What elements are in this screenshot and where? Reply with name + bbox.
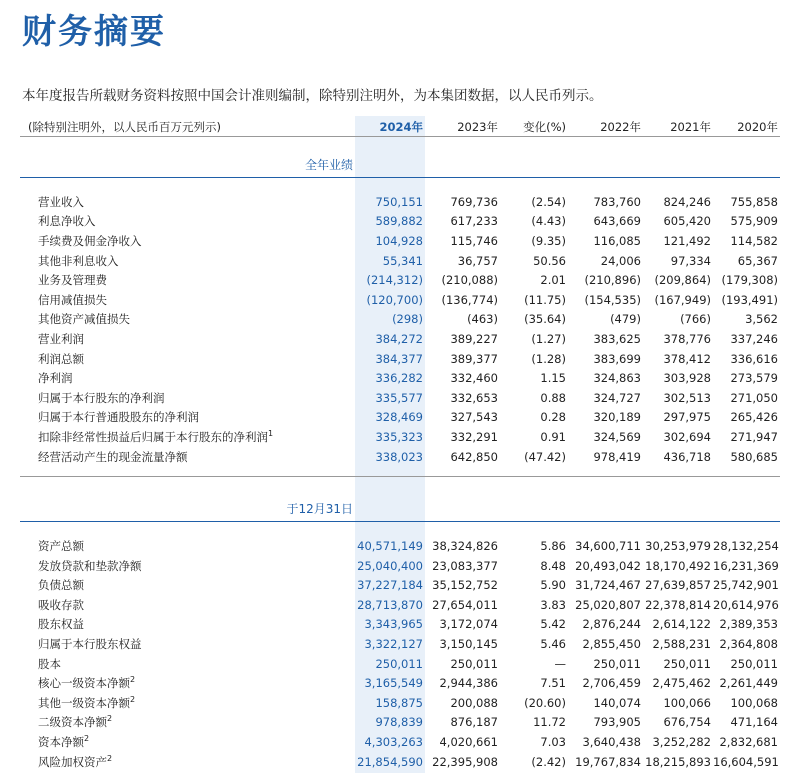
cell-value: 24,006: [600, 253, 641, 268]
cell-value: 383,699: [593, 351, 641, 366]
row-label: 业务及管理费: [38, 273, 107, 288]
intro-text: 本年度报告所载财务资料按照中国会计准则编制，除特别注明外，为本集团数据，以人民币列示。: [22, 88, 603, 104]
row-label: 吸收存款: [38, 597, 84, 612]
cell-value: 297,975: [663, 410, 711, 425]
section-title: 于12月31日: [20, 495, 355, 522]
cell-value: 250,011: [450, 656, 498, 671]
row-label: 营业利润: [38, 331, 84, 346]
cell-value: 7.51: [540, 676, 566, 691]
cell-value: 389,377: [450, 351, 498, 366]
row-label: 归属于本行普通股股东的净利润: [38, 410, 199, 425]
cell-value: (479): [610, 312, 641, 327]
cell-value: 20,614,976: [713, 597, 779, 612]
cell-value: 642,850: [450, 449, 498, 464]
cell-value: 40,571,149: [357, 539, 423, 554]
cell-value: 5.46: [540, 637, 566, 652]
col-2024: 2024年: [355, 118, 425, 137]
cell-value: 750,151: [375, 194, 423, 209]
cell-value: 384,272: [375, 331, 423, 346]
cell-value: 116,085: [593, 233, 641, 248]
cell-value: 3,150,145: [439, 637, 498, 652]
row-label: 扣除非经常性损益后归属于本行股东的净利润$^1$: [38, 429, 274, 444]
cell-value: 2.01: [540, 273, 566, 288]
cell-value: 324,569: [593, 429, 641, 444]
table-row: [20, 251, 780, 271]
cell-value: 384,377: [375, 351, 423, 366]
cell-value: 2,475,462: [652, 676, 711, 691]
table-row: [20, 576, 780, 596]
spacer-row: [20, 137, 780, 152]
cell-value: (136,774): [441, 292, 498, 307]
cell-value: 0.88: [540, 390, 566, 405]
cell-value: 34,600,711: [575, 539, 641, 554]
cell-value: 978,839: [375, 715, 423, 730]
row-label: 净利润: [38, 371, 73, 386]
cell-value: 332,291: [450, 429, 498, 444]
cell-value: (193,491): [721, 292, 778, 307]
cell-value: 302,513: [663, 390, 711, 405]
cell-value: 104,928: [375, 233, 423, 248]
cell-value: 250,011: [663, 656, 711, 671]
cell-value: (1.27): [531, 331, 566, 346]
cell-value: 3.83: [540, 597, 566, 612]
financial-summary-table: [20, 118, 780, 771]
cell-value: (210,896): [584, 273, 641, 288]
cell-value: 471,164: [730, 715, 778, 730]
row-label: 营业收入: [38, 194, 84, 209]
cell-value: 332,653: [450, 390, 498, 405]
cell-value: 22,395,908: [432, 754, 498, 769]
cell-value: 36,757: [457, 253, 498, 268]
cell-value: 324,863: [593, 371, 641, 386]
cell-value: 575,909: [730, 214, 778, 229]
cell-value: 19,767,834: [575, 754, 641, 769]
row-label: 发放贷款和垫款净额: [38, 558, 142, 573]
cell-value: (179,308): [721, 273, 778, 288]
table-row: [20, 310, 780, 330]
cell-value: 335,577: [375, 390, 423, 405]
cell-value: 3,165,549: [364, 676, 423, 691]
cell-value: 65,367: [737, 253, 778, 268]
cell-value: 338,023: [375, 449, 423, 464]
row-label: 其他资产减值损失: [38, 312, 130, 327]
table-row: [20, 192, 780, 212]
table-row: [20, 634, 780, 654]
cell-value: 250,011: [375, 656, 423, 671]
cell-value: 336,282: [375, 371, 423, 386]
table-row: [20, 349, 780, 369]
cell-value: 121,492: [663, 233, 711, 248]
cell-value: 332,460: [450, 371, 498, 386]
cell-value: 2,832,681: [719, 735, 778, 750]
cell-value: 38,324,826: [432, 539, 498, 554]
cell-value: 769,736: [450, 194, 498, 209]
cell-value: 30,253,979: [645, 539, 711, 554]
cell-value: 2,364,808: [719, 637, 778, 652]
cell-value: 3,252,282: [652, 735, 711, 750]
spacer-row: [20, 477, 780, 496]
cell-value: 27,654,011: [432, 597, 498, 612]
cell-value: (4.43): [531, 214, 566, 229]
cell-value: (120,700): [366, 292, 423, 307]
row-label: 核心一级资本净额$^2$: [38, 675, 136, 691]
cell-value: 324,727: [593, 390, 641, 405]
cell-value: 676,754: [663, 715, 711, 730]
cell-value: 383,625: [593, 331, 641, 346]
row-label: 资产总额: [38, 539, 84, 554]
row-label: 负债总额: [38, 578, 84, 593]
cell-value: 605,420: [663, 214, 711, 229]
cell-value: 158,875: [375, 695, 423, 710]
row-label: 股本: [38, 656, 61, 671]
cell-value: 327,543: [450, 410, 498, 425]
cell-value: 25,040,400: [357, 558, 423, 573]
cell-value: (9.35): [531, 233, 566, 248]
cell-value: (2.42): [531, 754, 566, 769]
row-label: 其他一级资本净额$^2$: [38, 695, 136, 710]
cell-value: 643,669: [593, 214, 641, 229]
cell-value: 2,855,450: [582, 637, 641, 652]
cell-value: 755,858: [730, 194, 778, 209]
cell-value: 265,426: [730, 410, 778, 425]
cell-value: 2,876,244: [582, 617, 641, 632]
footnote-mark: 2: [107, 714, 113, 724]
col-2021: 2021年: [643, 118, 713, 137]
cell-value: 3,343,965: [364, 617, 423, 632]
cell-value: 5.42: [540, 617, 566, 632]
cell-value: 16,231,369: [713, 558, 779, 573]
cell-value: 3,640,438: [582, 735, 641, 750]
footnote-mark: 2: [130, 695, 136, 705]
col-change: 变化(%): [500, 118, 568, 137]
cell-value: 336,616: [730, 351, 778, 366]
cell-value: 4,303,263: [364, 735, 423, 750]
cell-value: 2,588,231: [652, 637, 711, 652]
cell-value: 378,412: [663, 351, 711, 366]
row-label: 经营活动产生的现金流量净额: [38, 449, 188, 464]
cell-value: 320,189: [593, 410, 641, 425]
cell-value: 11.72: [533, 715, 566, 730]
row-label: 信用减值损失: [38, 292, 107, 307]
cell-value: 271,050: [730, 390, 778, 405]
table-row: [20, 231, 780, 251]
row-label: 利息净收入: [38, 214, 96, 229]
footnote-mark: 2: [130, 675, 136, 685]
cell-value: 389,227: [450, 331, 498, 346]
cell-value: 793,905: [593, 715, 641, 730]
cell-value: 37,227,184: [357, 578, 423, 593]
row-label: 其他非利息收入: [38, 253, 119, 268]
cell-value: (766): [680, 312, 711, 327]
table-row: [20, 556, 780, 576]
footnote-mark: 2: [84, 734, 90, 744]
page-title: 财务摘要: [22, 12, 166, 52]
row-label: 资本净额$^2$: [38, 734, 90, 750]
cell-value: 100,068: [730, 695, 778, 710]
cell-value: 23,083,377: [432, 558, 498, 573]
row-label: 归属于本行股东的净利润: [38, 390, 165, 405]
cell-value: —: [554, 656, 566, 671]
cell-value: (154,535): [584, 292, 641, 307]
cell-value: 3,562: [745, 312, 778, 327]
cell-value: 140,074: [593, 695, 641, 710]
col-2023: 2023年: [425, 118, 500, 137]
section-divider: [20, 466, 780, 477]
cell-value: (35.64): [524, 312, 566, 327]
cell-value: (210,088): [441, 273, 498, 288]
cell-value: (167,949): [654, 292, 711, 307]
cell-value: 589,882: [375, 214, 423, 229]
cell-value: 100,066: [663, 695, 711, 710]
cell-value: (11.75): [524, 292, 566, 307]
cell-value: 115,746: [450, 233, 498, 248]
cell-value: (20.60): [524, 695, 566, 710]
cell-value: (214,312): [366, 273, 423, 288]
cell-value: 824,246: [663, 194, 711, 209]
row-label: 股东权益: [38, 617, 84, 632]
cell-value: 436,718: [663, 449, 711, 464]
table-row: [20, 752, 780, 772]
cell-value: 22,378,814: [645, 597, 711, 612]
section-annual-header: [20, 151, 780, 178]
table-row: [20, 270, 780, 290]
cell-value: (209,864): [654, 273, 711, 288]
table-row: [20, 408, 780, 428]
cell-value: 50.56: [533, 253, 566, 268]
cell-value: 18,170,492: [645, 558, 711, 573]
row-label: 二级资本净额$^2$: [38, 714, 113, 730]
table-row: [20, 447, 780, 467]
table-row: [20, 615, 780, 635]
table-row: [20, 388, 780, 408]
table-row: [20, 536, 780, 556]
cell-value: 978,419: [593, 449, 641, 464]
row-label: 风险加权资产$^2$: [38, 753, 113, 769]
cell-value: 273,579: [730, 371, 778, 386]
cell-value: 0.91: [540, 429, 566, 444]
table-row: [20, 427, 780, 447]
cell-value: 3,322,127: [364, 637, 423, 652]
cell-value: 4,020,661: [439, 735, 498, 750]
cell-value: 0.28: [540, 410, 566, 425]
cell-value: 2,389,353: [719, 617, 778, 632]
table-row: [20, 673, 780, 693]
cell-value: 5.90: [540, 578, 566, 593]
cell-value: 303,928: [663, 371, 711, 386]
cell-value: 335,323: [375, 429, 423, 444]
cell-value: 5.86: [540, 539, 566, 554]
cell-value: 250,011: [730, 656, 778, 671]
cell-value: 580,685: [730, 449, 778, 464]
cell-value: (47.42): [524, 449, 566, 464]
spacer-row: [20, 178, 780, 193]
cell-value: (298): [392, 312, 423, 327]
cell-value: 328,469: [375, 410, 423, 425]
cell-value: 18,215,893: [645, 754, 711, 769]
table-row: [20, 732, 780, 752]
cell-value: 7.03: [540, 735, 566, 750]
cell-value: (2.54): [531, 194, 566, 209]
table-row: [20, 329, 780, 349]
footnote-mark: 1: [268, 429, 274, 439]
cell-value: 3,172,074: [439, 617, 498, 632]
cell-value: 114,582: [730, 233, 778, 248]
col-2022: 2022年: [568, 118, 643, 137]
cell-value: 8.48: [540, 558, 566, 573]
footnote-mark: 2: [107, 753, 113, 763]
cell-value: 27,639,857: [645, 578, 711, 593]
row-label: 手续费及佣金净收入: [38, 233, 142, 248]
cell-value: 2,614,122: [652, 617, 711, 632]
table-row: [20, 290, 780, 310]
cell-value: 250,011: [593, 656, 641, 671]
cell-value: 28,132,254: [713, 539, 779, 554]
cell-value: (463): [467, 312, 498, 327]
cell-value: 25,020,807: [575, 597, 641, 612]
spacer-row: [20, 522, 780, 537]
cell-value: (1.28): [531, 351, 566, 366]
table-row: [20, 713, 780, 733]
table-row: [20, 654, 780, 674]
table-row: [20, 212, 780, 232]
cell-value: 31,724,467: [575, 578, 641, 593]
cell-value: 337,246: [730, 331, 778, 346]
cell-value: 876,187: [450, 715, 498, 730]
cell-value: 617,233: [450, 214, 498, 229]
unit-note: (除特别注明外，以人民币百万元列示): [20, 118, 355, 137]
cell-value: 271,947: [730, 429, 778, 444]
cell-value: 2,706,459: [582, 676, 641, 691]
cell-value: 55,341: [382, 253, 423, 268]
cell-value: 28,713,870: [357, 597, 423, 612]
cell-value: 200,088: [450, 695, 498, 710]
cell-value: 97,334: [670, 253, 711, 268]
cell-value: 25,742,901: [713, 578, 779, 593]
section-title: 全年业绩: [20, 151, 355, 178]
cell-value: 2,261,449: [719, 676, 778, 691]
cell-value: 16,604,591: [713, 754, 779, 769]
table-row: [20, 693, 780, 713]
cell-value: 783,760: [593, 194, 641, 209]
cell-value: 378,776: [663, 331, 711, 346]
cell-value: 35,152,752: [432, 578, 498, 593]
section-yearend-header: [20, 495, 780, 522]
cell-value: 21,854,590: [357, 754, 423, 769]
row-label: 归属于本行股东权益: [38, 637, 142, 652]
table-row: [20, 595, 780, 615]
header-row: [20, 118, 780, 137]
cell-value: 1.15: [540, 371, 566, 386]
cell-value: 302,694: [663, 429, 711, 444]
row-label: 利润总额: [38, 351, 84, 366]
table-row: [20, 368, 780, 388]
cell-value: 2,944,386: [439, 676, 498, 691]
cell-value: 20,493,042: [575, 558, 641, 573]
col-2020: 2020年: [713, 118, 780, 137]
